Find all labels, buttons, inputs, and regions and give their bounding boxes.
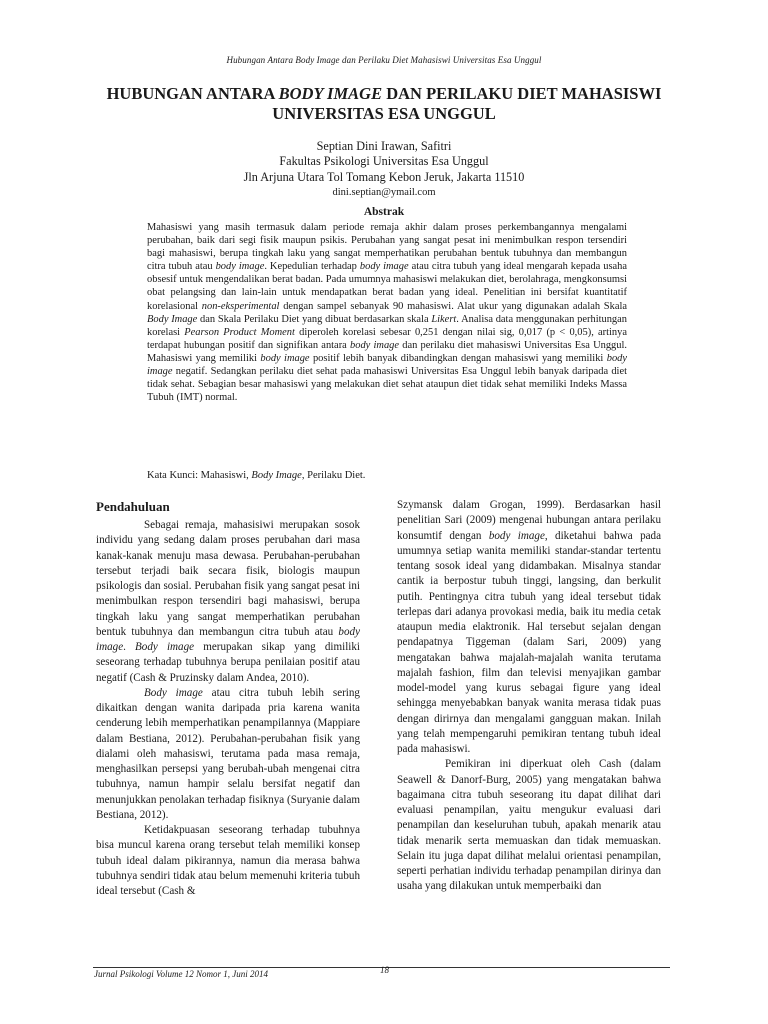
abstract-text: positif lebih banyak dibandingkan dengan mahasiswi yang memiliki bbox=[309, 352, 607, 364]
intro-paragraph-3: Ketidakpuasan seseorang terhadap tubuhnya bisa muncul karena orang tersebut telah memiliki konsep tubuh ideal dalam pikirannya, namun dia merasa bahwa tubuhnya sendiri tidak atau belum memenuhi kriteria tubuh ideal tersebut (Cash & bbox=[96, 824, 360, 897]
intro-paragraph-2 bbox=[96, 686, 360, 823]
abstract-text: negatif. Sedangkan perilaku diet sehat pada mahasiswi Universitas Esa Unggul lebih banyak daripada diet tidak sehat. Sebagian besar mahasiswi yang melakukan diet sehat ataupun diet tidak sehat memiliki Indeks Massa Tubuh (IMT) normal. bbox=[147, 366, 627, 404]
paragraph-text: Sebagai remaja, mahasisiwi merupakan sosok individu yang sedang dalam proses perubahan dari masa kanak-kanak menuju masa dewasa. Perubahan-perubahan tersebut terjadi baik secara fisik, biologis maupun psikologis dan sosial. Perubahan fisik yang sangat pesat ini menimbulkan respon tersendiri bagi mahasiswi, berupa tingkah laku yang sangat memperhatikan perubahan bentuk tubuhnya dan membangun citra tubuh atau bbox=[96, 519, 360, 638]
title-italic: BODY IMAGE bbox=[278, 84, 383, 103]
page-number: 18 bbox=[380, 965, 389, 975]
abstract-text: . Analisa data menggunakan perhitungan korelasi bbox=[147, 313, 628, 338]
abstract-term: body image bbox=[350, 339, 400, 351]
title-line2: UNIVERSITAS ESA UNGGUL bbox=[272, 104, 496, 123]
title-part2: DAN PERILAKU DIET MAHASISWI bbox=[382, 84, 662, 103]
abstract-text: dengan sampel sebanyak 90 mahasiswi. Alat ukur yang digunakan adalah Skala bbox=[279, 300, 627, 312]
abstract-text: dan Skala Perilaku Diet yang dibuat berdasarkan skala bbox=[197, 313, 432, 325]
abstract-term: Pearson Product Moment bbox=[184, 326, 295, 338]
abstract-text: Mahasiswi yang masih termasuk dalam periode remaja akhir dalam proses perkembangannya mengalami perubahan, baik dari segi fisik maupun psikis. Perubahan yang sangat pesat ini menimbulkan respon tersendiri bagi mahasiswi, berupa tingkah laku yang sangat memperhatikan perubahan bentuk tubuhnya dan membangun citra tubuh atau bbox=[147, 222, 627, 273]
paper-title bbox=[60, 84, 708, 124]
footer-journal: Jurnal Psikologi Volume 12 Nomor 1, Juni 2014 bbox=[94, 969, 268, 979]
abstract-text: dan perilaku diet mahasiswi Universitas Esa Unggul. Mahasiswi yang memiliki bbox=[147, 339, 628, 364]
keywords-prefix: Kata Kunci: Mahasiswi, bbox=[147, 470, 252, 481]
abstract-term: body image bbox=[260, 352, 310, 364]
title-part1: HUBUNGAN ANTARA bbox=[106, 84, 279, 103]
running-header: Hubungan Antara Body Image dan Perilaku Diet Mahasiswi Universitas Esa Unggul bbox=[226, 55, 542, 65]
abstract-term: non-eksperimental bbox=[201, 300, 280, 312]
paragraph-text: merupakan sikap yang dimiliki seseorang terhadap tubuhnya berupa penilaian positif atau negatif (Cash & Pruzinsky dalam Andea, 2010). bbox=[96, 641, 360, 684]
keywords-italic: Body Image bbox=[251, 470, 302, 481]
abstract-text: diperoleh korelasi sebesar 0,251 dengan nilai sig, 0,017 (p < 0,05), artinya terdapat hubungan positif dan signifikan antara bbox=[147, 326, 627, 351]
abstract-term: body image bbox=[147, 352, 628, 378]
intro-paragraph-4: Pemikiran ini diperkuat oleh Cash (dalam Seawell & Danorf-Burg, 2005) yang mengatakan bahwa bagaimana citra tubuh seseorang itu dapat dilihat dari evaluasi penampilan, yaitu mengukur evaluasi dari penampilan dan keseluruhan tubuh, apakah menarik atau tidak menarik serta memuaskan dan tidak memuaskan. Selain itu juga dapat dilihat melalui orientasi penampilan, seperti perhatian individu terhadap penampilan dirinya dan usaha yang dilakukan untuk memperbaiki dan bbox=[397, 758, 661, 893]
paragraph-term: body image bbox=[488, 529, 545, 542]
paragraph-text: Szymansk dalam Grogan, 1999). Berdasarkan hasil penelitian Sari (2009) mengenai hubungan antara perilaku konsumtif dengan bbox=[397, 499, 661, 542]
author-address: Jln Arjuna Utara Tol Tomang Kebon Jeruk, Jakarta 11510 bbox=[243, 169, 525, 184]
author-block bbox=[60, 139, 708, 200]
paragraph-text: . bbox=[123, 641, 136, 653]
keywords bbox=[147, 470, 627, 481]
intro-paragraph-1 bbox=[96, 518, 360, 686]
intro-paragraph-3-continued bbox=[397, 498, 661, 757]
abstract-term: body image bbox=[215, 261, 265, 273]
author-email: dini.septian@ymail.com bbox=[332, 186, 436, 198]
abstract-body bbox=[147, 221, 627, 404]
abstract-term: Likert bbox=[431, 313, 457, 325]
section-heading-pendahuluan: Pendahuluan bbox=[96, 499, 170, 514]
abstract-term: body image bbox=[359, 261, 409, 273]
abstract-text: . Kepedulian terhadap bbox=[264, 261, 360, 273]
author-names: Septian Dini Irawan, Safitri bbox=[316, 139, 452, 153]
left-column bbox=[96, 498, 360, 899]
paragraph-term: body image bbox=[96, 625, 360, 653]
right-column bbox=[397, 498, 661, 895]
keywords-suffix: , Perilaku Diet. bbox=[301, 470, 366, 481]
author-affiliation: Fakultas Psikologi Universitas Esa Unggul bbox=[279, 154, 489, 169]
paragraph-term: Body image bbox=[144, 686, 203, 699]
abstract-heading: Abstrak bbox=[363, 206, 405, 218]
paragraph-term: Body image bbox=[135, 641, 195, 653]
abstract-text: atau citra tubuh yang ideal mengarah kepada usaha obsesif untuk mengendalikan berat badan. Pada umumnya mahasiswi melakukan diet, berolahraga, mengkonsumsi obat pelangsing dan lain-lain untuk mendapatkan berat badan yang ideal. Penelitian ini bersifat kuantitatif korelasional bbox=[147, 261, 628, 312]
abstract-term: Body Image bbox=[147, 313, 198, 325]
paragraph-text: atau citra tubuh lebih sering dikaitkan dengan wanita daripada pria karena wanita cenderung lebih memperhatikan penampilannya (Mappiare dalam Bestiana, 2012). Perubahan-perubahan fisik yang dialami oleh mahasiswi, terutama pada masa remaja, menghasilkan persepsi yang berubah-ubah mengenai citra tubuhnya, namun hampir selalu bersifat negatif dan menunjukkan penolakan terhadap fisiknya (Suryanie dalam Bestiana, 2012). bbox=[96, 686, 361, 821]
paragraph-text: , diketahui bahwa pada umumnya setiap wanita memiliki standar-standar tertentu tentang sosok ideal yang didambakan. Misalnya standar cantik ia berpostur tubuh tinggi, langsing, dan berkulit putih. Pentingnya citra tubuh yang ideal tersebut tidak terlepas dari adanya provokasi media, baik itu media cetak ataupun media elaktronik. Hal tersebut sejalan dengan pendapatnya Tiggeman (dalam Sari, 2009) yang mengatakan bahwa majalah-majalah wanita terutama majalah fashion, film dan televisi menyajikan gambar model-model yang kurus sebagai figure yang ideal sehingga menyebabkan banyak wanita merasa tidak puas dengan dirirnya dan mengalami gangguan makan. Inilah yang telah mempengaruhi pemikiran tentang tubuh ideal pada mahasiswi. bbox=[397, 529, 662, 755]
